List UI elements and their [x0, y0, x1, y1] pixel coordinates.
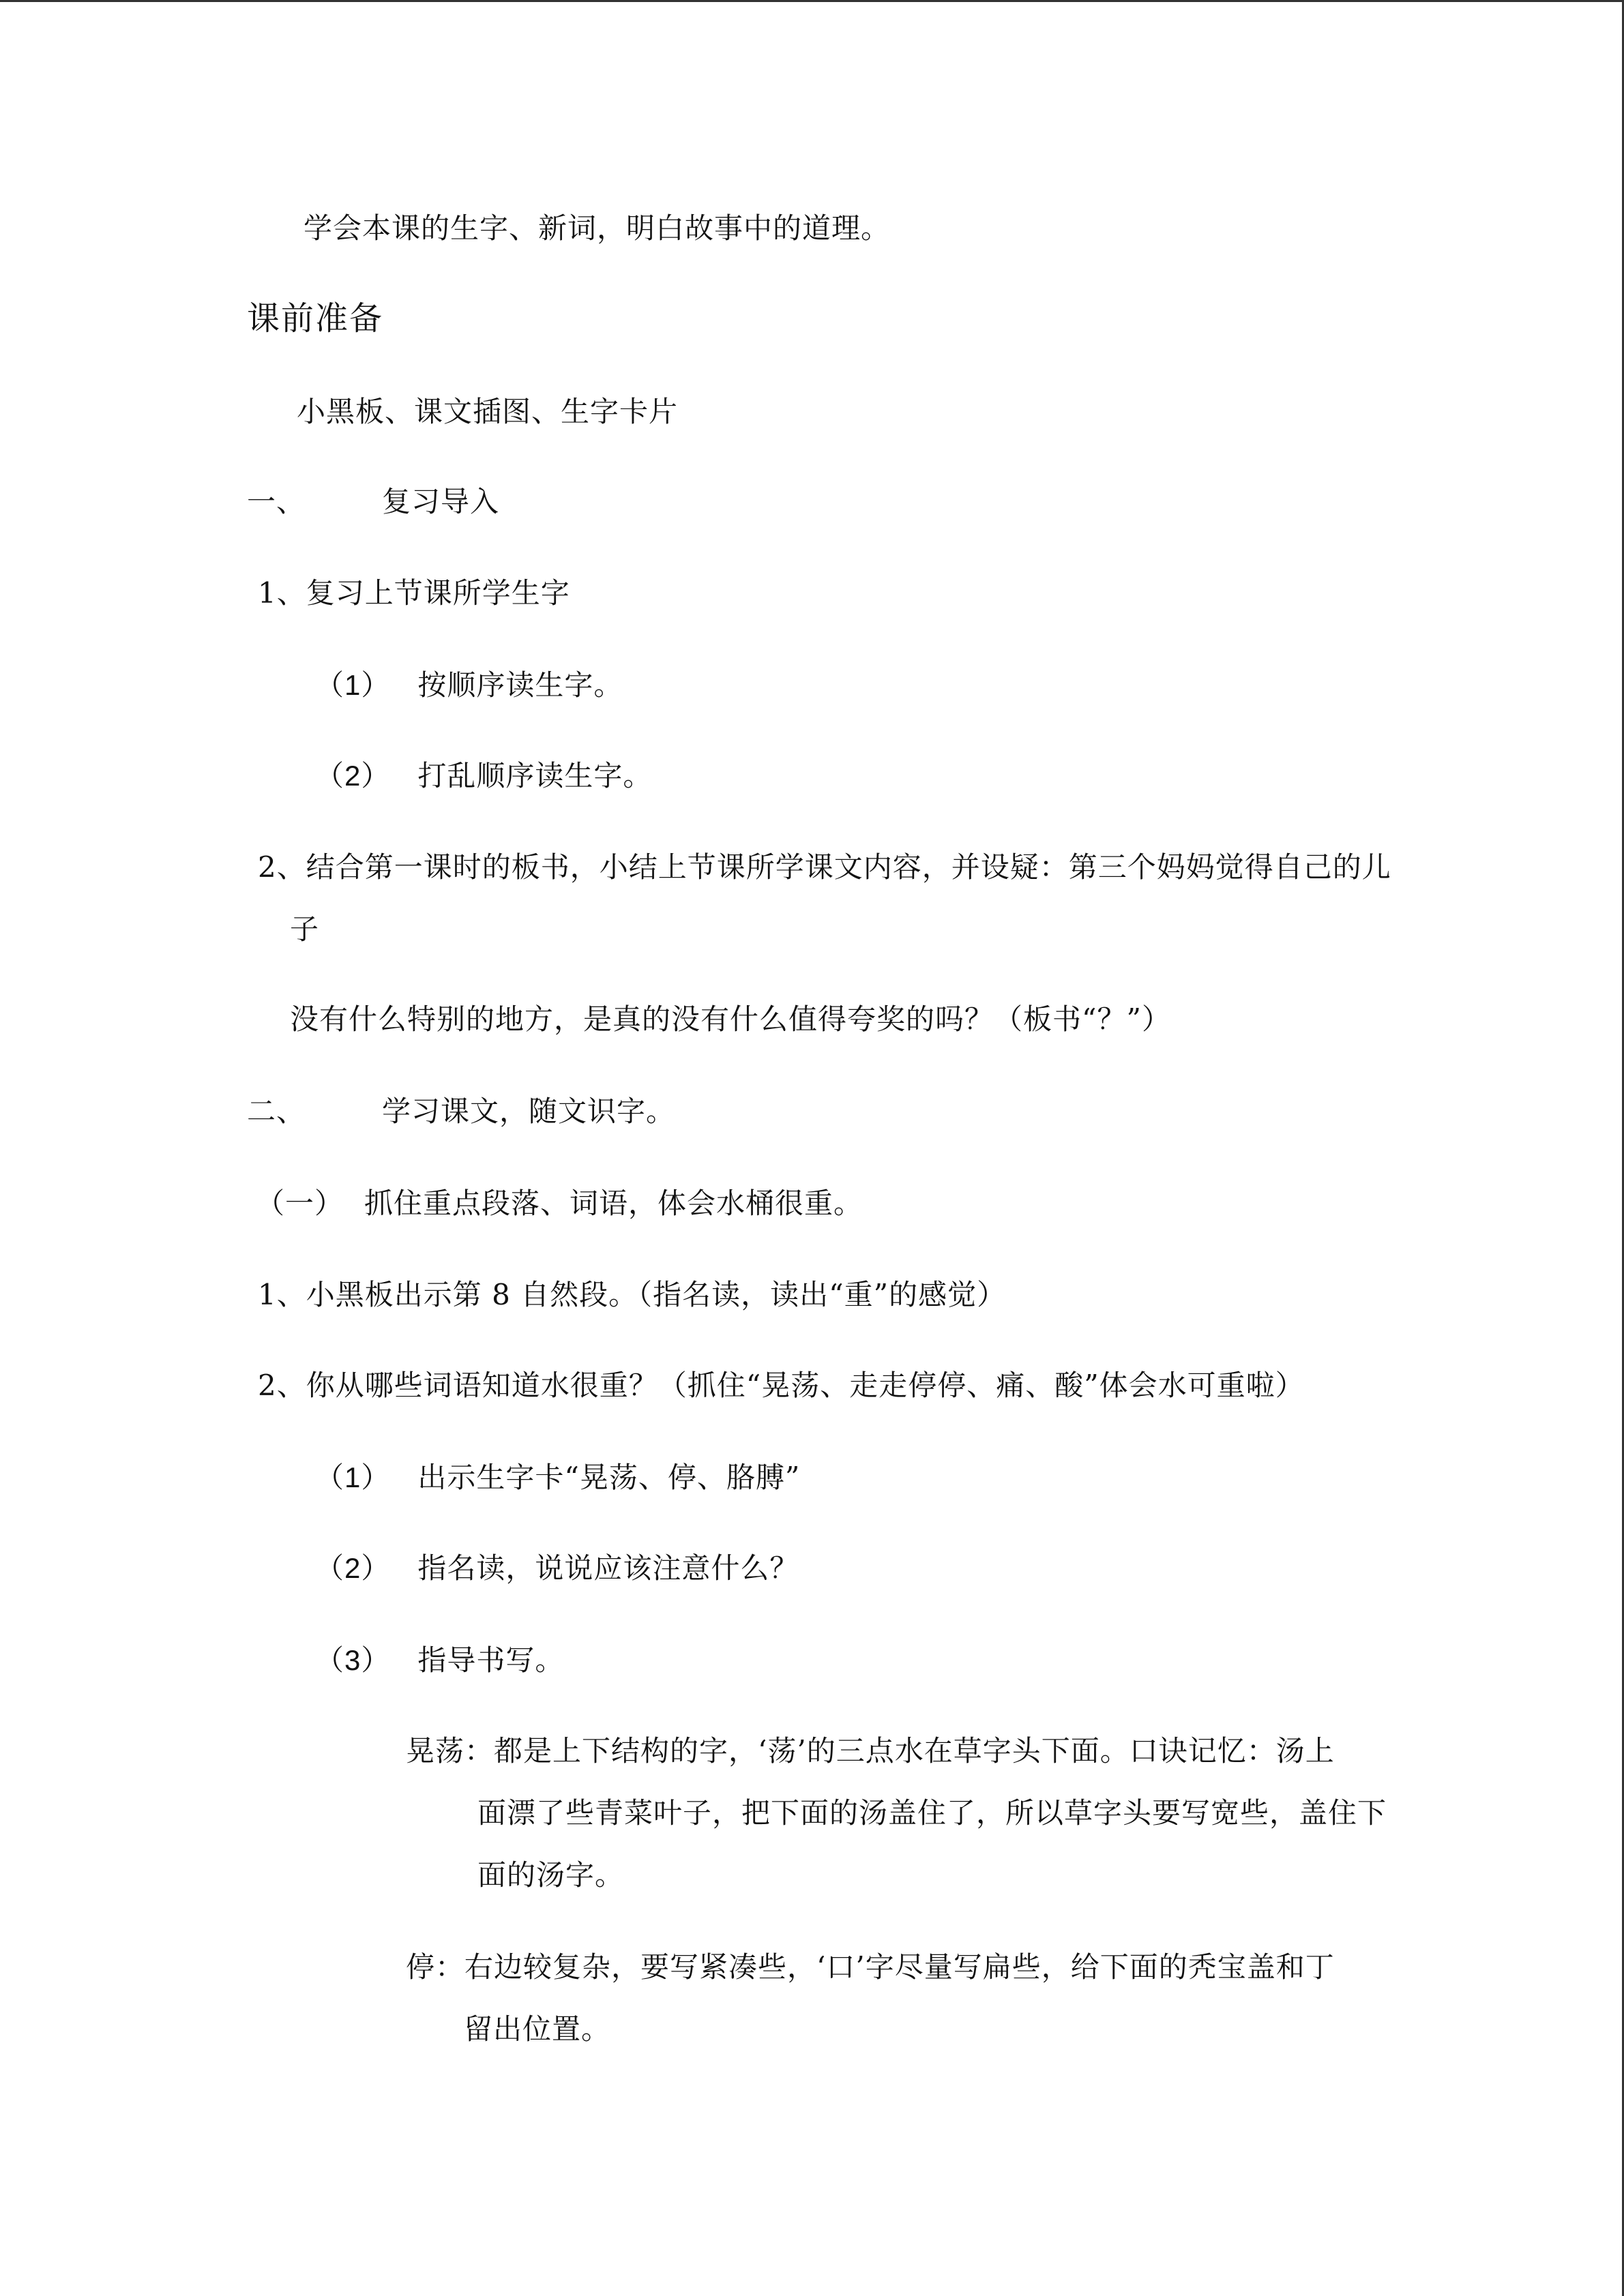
section-1-title: 复习导入 — [382, 485, 500, 518]
section-2-item-1: 1、小黑板出示第 8 自然段。（指名读，读出“重”的感觉） — [258, 1278, 1007, 1311]
section-2-heading — [247, 1091, 675, 1132]
objective-text: 学会本课的生字、新词，明白故事中的道理。 — [304, 211, 891, 245]
section-1-subitem-1 — [315, 665, 623, 706]
subitem-number: （2） — [315, 760, 391, 792]
subitem-text: 打乱顺序读生字。 — [417, 759, 653, 792]
section-2-title: 学习课文，随文识字。 — [382, 1094, 676, 1128]
writing-note-1-line-2: 面漂了些青菜叶子，把下面的汤盖住了，所以草字头要写宽些，盖住下 — [477, 1796, 1387, 1830]
subitem-text: 指名读，说说应该注意什么？ — [417, 1551, 799, 1585]
part-text: 抓住重点段落、词语，体会水桶很重。 — [364, 1187, 863, 1220]
section-2-item-2: 2、你从哪些词语知道水很重？（抓住“晃荡、走走停停、痛、酸”体会水可重啦） — [258, 1369, 1305, 1402]
writing-note-1-line-1: 晃荡：都是上下结构的字，‘荡’的三点水在草字头下面。口诀记忆：汤上 — [406, 1734, 1335, 1768]
writing-note-2-line-2: 留出位置。 — [464, 2012, 611, 2046]
section-1-subitem-2 — [315, 756, 652, 796]
writing-note-2-line-1: 停：右边较复杂，要写紧凑些，‘口’字尽量写扁些，给下面的秃宝盖和丁 — [406, 1950, 1335, 1984]
section-2-subitem-3 — [315, 1640, 564, 1681]
section-1-item-2-line-3: 没有什么特别的地方，是真的没有什么值得夸奖的吗？（板书“？”） — [290, 1002, 1171, 1036]
subitem-text: 出示生字卡“晃荡、停、胳膊” — [417, 1461, 801, 1494]
part-number: （一） — [256, 1187, 344, 1220]
subitem-text: 指导书写。 — [417, 1643, 565, 1677]
subitem-text: 按顺序读生字。 — [417, 668, 623, 702]
section-1-item-2-line-1: 2、结合第一课时的板书，小结上节课所学课文内容，并设疑：第三个妈妈觉得自己的儿 — [258, 850, 1391, 884]
section-1-item-2-line-2: 子 — [290, 912, 320, 946]
section-2-subitem-2 — [315, 1548, 799, 1589]
prep-heading: 课前准备 — [247, 299, 384, 338]
section-2-subitem-1 — [315, 1457, 800, 1498]
subitem-number: （1） — [315, 669, 391, 701]
writing-note-1-line-3: 面的汤字。 — [477, 1858, 625, 1892]
subitem-number: （2） — [315, 1552, 391, 1584]
prep-items: 小黑板、课文插图、生字卡片 — [297, 395, 679, 428]
subitem-number: （1） — [315, 1461, 391, 1493]
section-2-part-1 — [256, 1183, 863, 1224]
subitem-number: （3） — [315, 1644, 391, 1676]
section-1-item-1: 1、复习上节课所学生字 — [258, 576, 570, 610]
section-2-number: 二、 — [247, 1094, 306, 1128]
section-1-number: 一、 — [247, 485, 306, 518]
section-1-heading — [247, 481, 499, 522]
